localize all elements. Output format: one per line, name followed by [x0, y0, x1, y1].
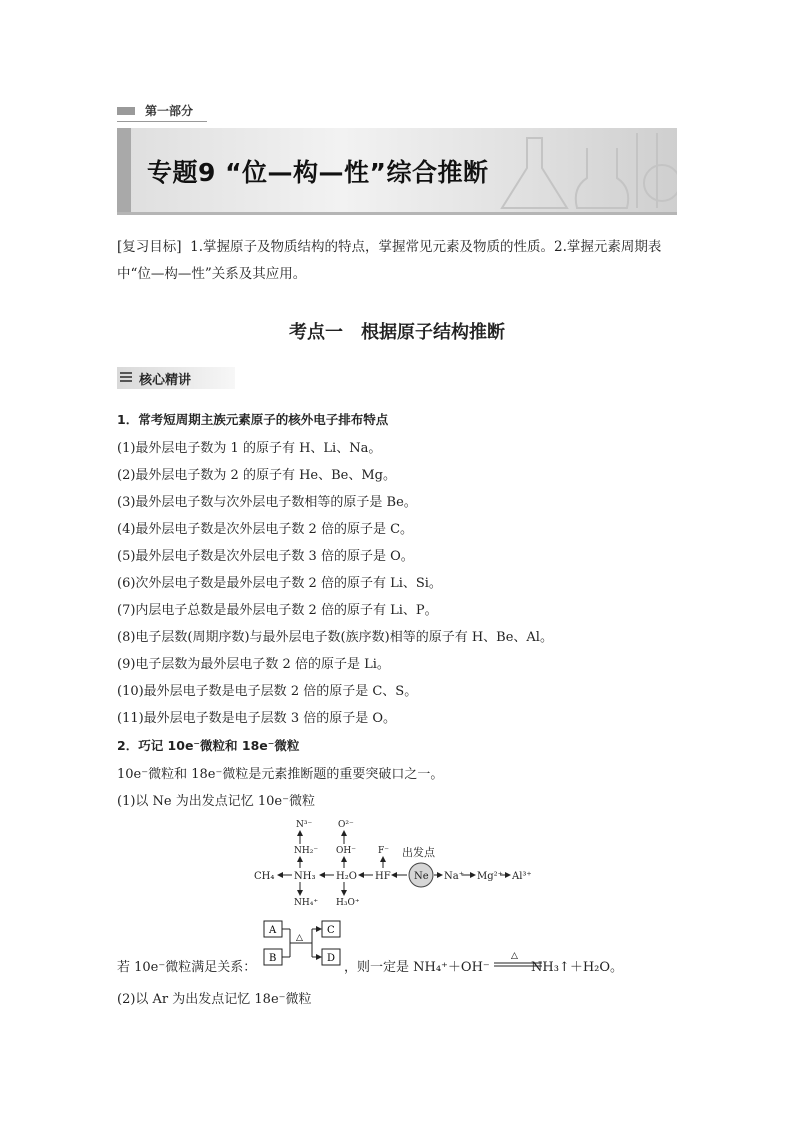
reaction-heat-symbol: △: [511, 951, 518, 961]
part-label: 第一部分: [145, 104, 194, 118]
heading-1: 1．常考短周期主族元素原子的核外电子排布特点: [117, 412, 389, 427]
relation-middle: ，则一定是 NH₄⁺＋OH⁻: [344, 960, 490, 975]
review-goals-line1: 1.掌握原子及物质结构的特点，掌握常见元素及物质的性质。2.掌握元素周期表: [190, 239, 662, 255]
point-item: (6)次外层电子数是最外层电子数 2 倍的原子有 Li、Si。: [117, 576, 442, 591]
subheading-1: (1)以 Ne 为出发点记忆 10e⁻微粒: [117, 794, 315, 809]
box-a: A: [269, 925, 277, 936]
point-item: (5)最外层电子数是次外层电子数 3 倍的原子是 O。: [117, 549, 414, 564]
formula-na-ion: Na⁺: [444, 871, 464, 882]
point-item: (10)最外层电子数是电子层数 2 倍的原子是 C、S。: [117, 684, 418, 699]
part-tag: [117, 102, 207, 122]
start-point-label: 出发点: [402, 846, 435, 859]
section-title: 考点一 根据原子结构推断: [289, 322, 505, 343]
formula-h2o: H₂O: [336, 871, 357, 882]
topic-banner: [117, 128, 677, 215]
review-goals-line2: 中“位—构—性”关系及其应用。: [117, 266, 307, 282]
subheading-2: (2)以 Ar 为出发点记忆 18e⁻微粒: [117, 992, 312, 1007]
part-marker: [117, 107, 135, 115]
formula-hf: HF: [375, 871, 391, 882]
formula-f-ion: F⁻: [378, 846, 389, 856]
formula-nh2-ion: NH₂⁻: [294, 846, 319, 856]
ne-label: Ne: [414, 871, 429, 882]
box-d: D: [327, 953, 336, 964]
banner-title: 专题9 “位—构—性”综合推断: [147, 158, 489, 187]
point-item: (1)最外层电子数为 1 的原子有 H、Li、Na。: [117, 441, 382, 456]
box-b: B: [269, 953, 277, 964]
review-goals-label: [复习目标]: [117, 239, 182, 255]
heat-symbol: △: [296, 933, 303, 943]
point-item: (2)最外层电子数为 2 的原子有 He、Be、Mg。: [117, 468, 396, 483]
formula-h3o-ion: H₃O⁺: [336, 898, 360, 908]
formula-n3-ion: N³⁻: [296, 820, 313, 830]
review-goals: [117, 234, 677, 288]
ne-10e-diagram: [250, 812, 550, 912]
point-item: (4)最外层电子数是次外层电子数 2 倍的原子是 C。: [117, 522, 414, 537]
banner-left-edge: [117, 128, 131, 215]
formula-ch4: CH₄: [254, 871, 275, 882]
formula-al-ion: Al³⁺: [512, 871, 532, 882]
core-tag-label: 核心精讲: [139, 373, 192, 388]
relation-sentence: [117, 950, 717, 980]
formula-oh-ion: OH⁻: [336, 846, 356, 856]
formula-mg-ion: Mg²⁺: [477, 871, 503, 882]
formula-nh4-ion: NH₄⁺: [294, 898, 319, 908]
part-underline: [117, 121, 207, 122]
relation-prefix: 若 10e⁻微粒满足关系：: [117, 960, 257, 975]
point-item: (11)最外层电子数是电子层数 3 倍的原子是 O。: [117, 711, 397, 726]
core-tag: [117, 367, 235, 389]
banner-bottom-edge: [117, 212, 677, 215]
relation-suffix: NH₃↑＋H₂O。: [531, 960, 624, 975]
box-c: C: [327, 925, 335, 936]
point-item: (9)电子层数为最外层电子数 2 倍的原子是 Li。: [117, 657, 390, 672]
formula-nh3: NH₃: [294, 871, 316, 882]
formula-o2-ion: O²⁻: [338, 820, 354, 830]
point-item: (8)电子层数(周期序数)与最外层电子数(族序数)相等的原子有 H、Be、Al。: [117, 630, 553, 645]
intro-text: 10e⁻微粒和 18e⁻微粒是元素推断题的重要突破口之一。: [117, 767, 444, 782]
point-item: (3)最外层电子数与次外层电子数相等的原子是 Be。: [117, 495, 417, 510]
point-item: (7)内层电子总数是最外层电子数 2 倍的原子有 Li、P。: [117, 603, 438, 618]
list-icon: [120, 372, 132, 383]
heading-2: 2．巧记 10e⁻微粒和 18e⁻微粒: [117, 738, 300, 753]
